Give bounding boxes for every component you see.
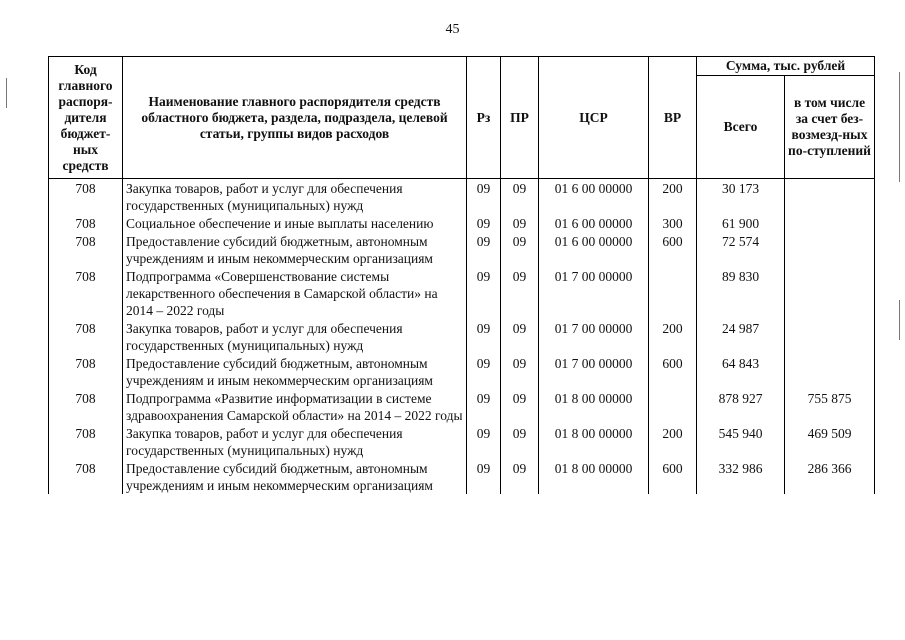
row-rz: 09 — [467, 319, 501, 354]
row-name: Закупка товаров, работ и услуг для обеспечения государственных (муниципальных) нужд — [123, 424, 467, 459]
row-vr: 600 — [649, 459, 697, 494]
row-pr: 09 — [501, 319, 539, 354]
row-csr: 01 8 00 00000 — [539, 389, 649, 424]
row-vr: 200 — [649, 319, 697, 354]
row-free — [785, 319, 875, 354]
table-row — [49, 214, 875, 232]
row-code: 708 — [49, 389, 123, 424]
row-rz: 09 — [467, 232, 501, 267]
scan-mark-right — [899, 72, 900, 182]
row-code: 708 — [49, 267, 123, 319]
row-total: 89 830 — [697, 267, 785, 319]
row-csr: 01 7 00 00000 — [539, 319, 649, 354]
header-code: Код главного распоря-дителя бюджет-ных средств — [49, 57, 123, 179]
table-row — [49, 267, 875, 319]
scan-mark-left — [6, 78, 7, 108]
row-code: 708 — [49, 179, 123, 215]
header-vr: ВР — [649, 57, 697, 179]
row-csr: 01 7 00 00000 — [539, 267, 649, 319]
row-csr: 01 6 00 00000 — [539, 214, 649, 232]
budget-table — [48, 56, 875, 494]
row-code: 708 — [49, 424, 123, 459]
row-name: Подпрограмма «Совершенствование системы лекарственного обеспечения в Самарской области» на 2014 – 2022 годы — [123, 267, 467, 319]
row-free — [785, 267, 875, 319]
header-pr: ПР — [501, 57, 539, 179]
row-name: Подпрограмма «Развитие информатизации в системе здравоохранения Самарской области» на 2014 – 2022 годы — [123, 389, 467, 424]
row-total: 64 843 — [697, 354, 785, 389]
header-sum-group: Сумма, тыс. рублей — [697, 57, 875, 76]
row-pr: 09 — [501, 389, 539, 424]
row-free: 755 875 — [785, 389, 875, 424]
row-name: Закупка товаров, работ и услуг для обеспечения государственных (муниципальных) нужд — [123, 319, 467, 354]
header-name: Наименование главного распорядителя средств областного бюджета, раздела, подраздела, целевой статьи, группы видов расходов — [123, 57, 467, 179]
row-csr: 01 6 00 00000 — [539, 179, 649, 215]
table-row — [49, 459, 875, 494]
row-vr: 600 — [649, 232, 697, 267]
row-name: Предоставление субсидий бюджетным, автономным учреждениям и иным некоммерческим организациям — [123, 354, 467, 389]
row-vr: 200 — [649, 179, 697, 215]
row-name: Предоставление субсидий бюджетным, автономным учреждениям и иным некоммерческим организациям — [123, 459, 467, 494]
header-total: Всего — [697, 76, 785, 179]
row-csr: 01 8 00 00000 — [539, 459, 649, 494]
row-code: 708 — [49, 459, 123, 494]
row-code: 708 — [49, 354, 123, 389]
row-vr: 600 — [649, 354, 697, 389]
row-total: 61 900 — [697, 214, 785, 232]
row-free — [785, 179, 875, 215]
row-total: 332 986 — [697, 459, 785, 494]
row-free — [785, 214, 875, 232]
table-row — [49, 319, 875, 354]
row-name: Закупка товаров, работ и услуг для обеспечения государственных (муниципальных) нужд — [123, 179, 467, 215]
header-rz: Рз — [467, 57, 501, 179]
row-vr — [649, 389, 697, 424]
row-vr: 200 — [649, 424, 697, 459]
row-csr: 01 6 00 00000 — [539, 232, 649, 267]
row-pr: 09 — [501, 179, 539, 215]
row-vr: 300 — [649, 214, 697, 232]
table-row — [49, 354, 875, 389]
row-rz: 09 — [467, 267, 501, 319]
row-code: 708 — [49, 319, 123, 354]
row-name: Предоставление субсидий бюджетным, автономным учреждениям и иным некоммерческим организациям — [123, 232, 467, 267]
row-free — [785, 232, 875, 267]
header-free: в том числе за счет без-возмезд-ных по-ступлений — [785, 76, 875, 179]
row-rz: 09 — [467, 179, 501, 215]
row-rz: 09 — [467, 424, 501, 459]
table-row — [49, 179, 875, 215]
header-csr: ЦСР — [539, 57, 649, 179]
row-csr: 01 8 00 00000 — [539, 424, 649, 459]
table-row — [49, 232, 875, 267]
table-header — [49, 57, 875, 179]
table-body — [49, 179, 875, 495]
row-total: 30 173 — [697, 179, 785, 215]
row-rz: 09 — [467, 214, 501, 232]
row-total: 72 574 — [697, 232, 785, 267]
row-pr: 09 — [501, 459, 539, 494]
row-vr — [649, 267, 697, 319]
row-total: 24 987 — [697, 319, 785, 354]
table-row — [49, 424, 875, 459]
row-pr: 09 — [501, 267, 539, 319]
row-name: Социальное обеспечение и иные выплаты населению — [123, 214, 467, 232]
scan-mark-right-lower — [899, 300, 900, 340]
row-free: 469 509 — [785, 424, 875, 459]
row-pr: 09 — [501, 232, 539, 267]
row-code: 708 — [49, 232, 123, 267]
row-pr: 09 — [501, 214, 539, 232]
row-pr: 09 — [501, 424, 539, 459]
row-total: 878 927 — [697, 389, 785, 424]
row-rz: 09 — [467, 389, 501, 424]
row-code: 708 — [49, 214, 123, 232]
row-free — [785, 354, 875, 389]
row-pr: 09 — [501, 354, 539, 389]
page-number: 45 — [445, 22, 460, 37]
row-total: 545 940 — [697, 424, 785, 459]
row-rz: 09 — [467, 354, 501, 389]
row-rz: 09 — [467, 459, 501, 494]
row-free: 286 366 — [785, 459, 875, 494]
row-csr: 01 7 00 00000 — [539, 354, 649, 389]
table-row — [49, 389, 875, 424]
